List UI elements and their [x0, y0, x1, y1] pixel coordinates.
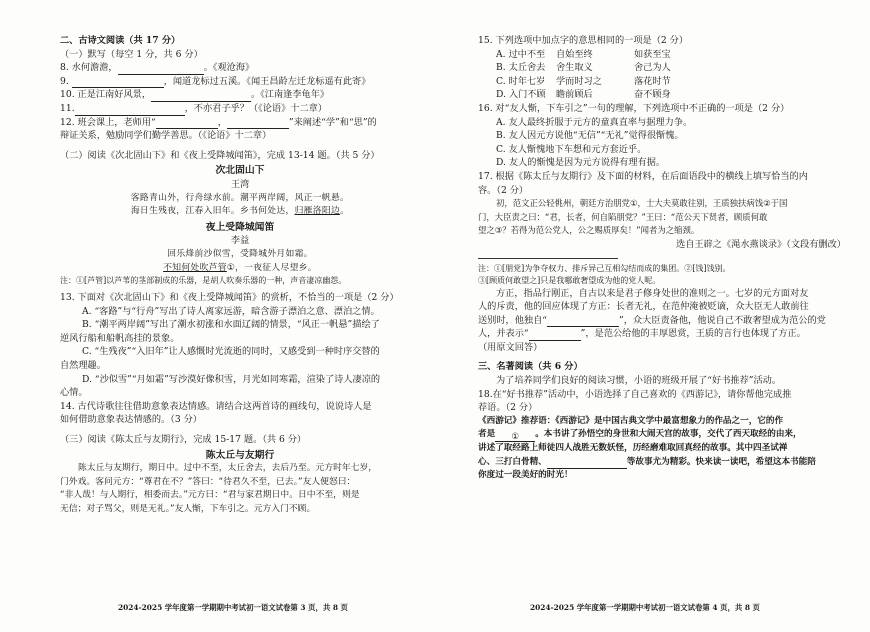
recommendation-line: 心、三打白骨精、 等故事尤为精彩。快来读一读吧，希望这本书能陪: [478, 456, 846, 470]
question-12: 12. 班会课上，老师用“ ， ”来阐述“学”和“思”的: [60, 116, 377, 128]
question-17-cont: 容。（2 分）: [478, 184, 529, 196]
option-cell: C. 时年七岁: [496, 75, 546, 87]
paragraph-line: （用原文回答）: [478, 341, 543, 353]
option-cell: 舍生取义: [556, 62, 593, 74]
question-13: 13. 下面对《次北固山下》和《夜上受降城闻笛》的赏析，不恰当的一项是（2 分）: [60, 292, 399, 304]
poem-line: 回乐烽前沙似雪，受降城外月如霜。: [167, 248, 313, 259]
option-c: C. “生残夜”“入旧年”让人感慨时光流逝的同时，又感受到一种时序交替的: [82, 346, 380, 358]
answer-blank[interactable]: [156, 118, 218, 129]
text-line: 陈太丘与友期行，期日中。过中不至，太丘舍去，去后乃至。元方时年七岁，: [78, 463, 378, 474]
question-18-cont: 荐语。（2 分）: [478, 402, 538, 414]
question-9: 9. ，闻道龙标过五溪。《闻王昌龄左迁龙标遥有此寄》: [60, 75, 371, 87]
option-row: [478, 88, 846, 102]
option-row: [478, 61, 846, 75]
question-18: 18.在“好书推荐”活动中，小语选择了自己喜欢的《西游记》，请你帮他完成推: [478, 388, 792, 400]
option-a: A. 友人最终折服于元方的童真直率与据理力争。: [496, 116, 693, 128]
option-cell: 落花时节: [634, 75, 671, 87]
material-line: 望之③？若得为范公党人，公之赐质厚矣！”闻者为之缩颈。: [478, 225, 700, 236]
option-cell: 舍己为人: [634, 62, 671, 74]
option-cell: B. 太丘舍去: [496, 62, 546, 74]
question-11: 11. ，不亦君子乎？（《论语》十二章）: [60, 102, 328, 114]
option-d: D. “沙似雪”“月如霜”写沙漠好像积雪，月光如同寒霜，渲染了诗人凄凉的: [82, 373, 381, 385]
answer-blank[interactable]: [75, 105, 185, 116]
material-line: 门，大臣责之曰：“君，长者，何自陷朋党？”王曰：“范公天下贤者，顾质何敢: [478, 211, 768, 222]
poem-title: 次北固山下: [215, 165, 265, 177]
divider: [478, 258, 618, 259]
part-title: （三）阅读《陈太丘与友期行》，完成 15-17 题。（共 6 分）: [60, 434, 307, 446]
poem-author: 李益: [230, 235, 250, 247]
option-b: B. 友人因元方说他“无信”“无礼”觉得很惭愧。: [496, 130, 684, 142]
poem-line: 海日生残夜，江春入旧年。乡书何处达，归雁洛阳边。: [130, 206, 350, 217]
option-c: C. 友人惭愧地下车想和元方套近乎。: [496, 143, 647, 155]
answer-blank[interactable]: [72, 77, 164, 88]
poem-line: 客路青山外，行舟绿水前。潮平两岸阔，风正一帆悬。: [130, 192, 350, 203]
page-footer: 2024-2025 学年度第一学期期中考试初一语文试卷第 4 页，共 8 页: [530, 603, 760, 612]
answer-blank[interactable]: [151, 91, 251, 102]
paragraph-line: 方正，指品行刚正，自古以来是君子修身处世的准则之一。七岁的元方面对友: [496, 287, 809, 299]
option-cell: 自始至终: [556, 48, 593, 60]
text-line: “非人哉！与人期行，相委而去。”元方曰：“君与家君期日中。日中不至，则是: [60, 490, 360, 501]
option-cell: 奋不顾身: [634, 89, 671, 101]
footnote: 注：①[朋党]为争夺权力、排斥异己互相勾结而成的集团。②[饯]饯别。: [478, 263, 731, 273]
answer-blank[interactable]: [227, 118, 289, 129]
right-column: [478, 34, 846, 483]
recommendation-line: 你度过一段美好的时光！: [478, 470, 573, 481]
section-title: 二、古诗文阅读（共 17 分）: [60, 35, 181, 46]
material-source: 选自王辟之《渑水燕谈录》（文段有删改）: [676, 238, 846, 250]
answer-blank[interactable]: ①: [495, 431, 535, 442]
answer-blank[interactable]: [118, 64, 204, 75]
text-line: 门外戏。客问元方：“尊君在不？”答曰：“待君久不至，已去。”友人便怒曰：: [60, 476, 356, 487]
recommendation-line: 者是 ① 。本书讲了孙悟空的身世和大闹天宫的故事，交代了西天取经的由来，: [478, 429, 802, 443]
option-c-cont: 自然理趣。: [60, 360, 106, 372]
question-15-options: [478, 48, 846, 102]
question-14: 14. 古代诗歌往往借助意象表达情感。请结合这两首诗的画线句，说说诗人是: [60, 400, 372, 412]
option-d: D. 友人的惭愧是因为元方说得有理有据。: [496, 157, 666, 169]
option-d-cont: 心情。: [60, 387, 88, 399]
question-17: 17. 根据《陈太丘与友期行》及下面的材料，在后面语段中的横线上填写恰当的内: [478, 170, 808, 182]
paragraph-line: 人的斥责，他的回应体现了方正：长者无礼，在范仲淹被贬谪，众大臣无人敢前往: [478, 301, 809, 313]
paragraph-line: 人，并表示“ ”，是范公给他的丰厚恩赏，王质的言行也体现了方正。: [478, 328, 806, 340]
material-line: 初，范文正公轻佻州，朝廷方治朋党①，士大夫莫敢往别，王质独扶病饯②于国: [496, 198, 788, 209]
option-a: A. “客路”与“行舟”写出了诗人离家远游，暗含游子漂泊之意、漂泊之情。: [82, 305, 380, 317]
option-cell: 瞻前顾后: [556, 89, 593, 101]
part-title: （二）阅读《次北固山下》和《夜上受降城闻笛》，完成 13-14 题。（共 5 分）: [60, 149, 380, 161]
recommendation-line: 讲述了取经路上师徒四人战胜无数妖怪，历经磨难取回真经的故事。其中四圣试禅: [478, 443, 788, 454]
page-footer: 2024-2025 学年度第一学期期中考试初一语文试卷第 3 页，共 8 页: [118, 603, 348, 612]
question-16: 16. 对“友人惭，下车引之”一句的理解，下列选项中不正确的一项是（2 分）: [478, 102, 790, 114]
poem-line: 不知何处吹芦管①，一夜征人尽望乡。: [163, 262, 317, 273]
question-8: 8. 水何澹澹， 。《观沧海》: [60, 62, 255, 74]
option-b: B. “潮平两岸阔”写出了潮水初涨和水面辽阔的情景，“风正一帆悬”描绘了: [82, 319, 380, 331]
question-12-cont: 辩证关系，勉励同学们勤学善思。（《论语》十二章）: [60, 130, 272, 142]
question-15: 15. 下列选项中加点字的意思相同的一项是（2 分）: [478, 35, 689, 46]
option-cell: 如获至宝: [634, 48, 671, 60]
option-cell: 学而时习之: [556, 75, 602, 87]
footnote: ③[顾质何敢望之]只是我哪敢奢望成为他的党人呢。: [478, 275, 661, 285]
option-b-cont: 逆风行船和船帆高挂的景象。: [60, 332, 180, 344]
recommendation-line: 《西游记》推荐语：《西游记》是中国古典文学中最富想象力的作品之一，它的作: [478, 415, 784, 426]
paragraph-line: 送别时，他独自“ ”，众大臣责备他，他说自己不敢奢望成为范公的党: [478, 314, 826, 326]
option-row: [478, 75, 846, 89]
text-line: 无信；对子骂父，则是无礼。”友人惭，下车引之。元方入门不顾。: [60, 504, 316, 514]
poem-title: 夜上受降城闻笛: [205, 221, 275, 233]
text-title: 陈太丘与友期行: [205, 449, 275, 461]
option-cell: D. 入门不顾: [496, 89, 546, 101]
left-column: [60, 34, 420, 517]
section-intro: 为了培养同学们良好的阅读习惯，小语的班级开展了“好书推荐”活动。: [496, 375, 782, 387]
question-14-cont: 如何借助意象表达情感的。（3 分）: [60, 414, 202, 426]
option-cell: A. 过中不至: [496, 48, 546, 60]
footnote: 注：①[芦管]以芦苇的茎部制成的乐器，是胡人吹奏乐器的一种，声音凄凉幽怨。: [60, 276, 347, 286]
answer-blank[interactable]: [547, 458, 627, 469]
answer-blank[interactable]: [547, 316, 619, 327]
poem-author: 王湾: [230, 178, 250, 190]
section-title: 三、名著阅读（共 6 分）: [478, 361, 583, 373]
part-title: （一）默写（每空 1 分，共 6 分）: [60, 48, 203, 60]
option-row: [478, 48, 846, 62]
answer-blank[interactable]: [529, 330, 581, 341]
question-10: 10. 正是江南好风景， 。《江南逢李龟年》: [60, 89, 330, 101]
